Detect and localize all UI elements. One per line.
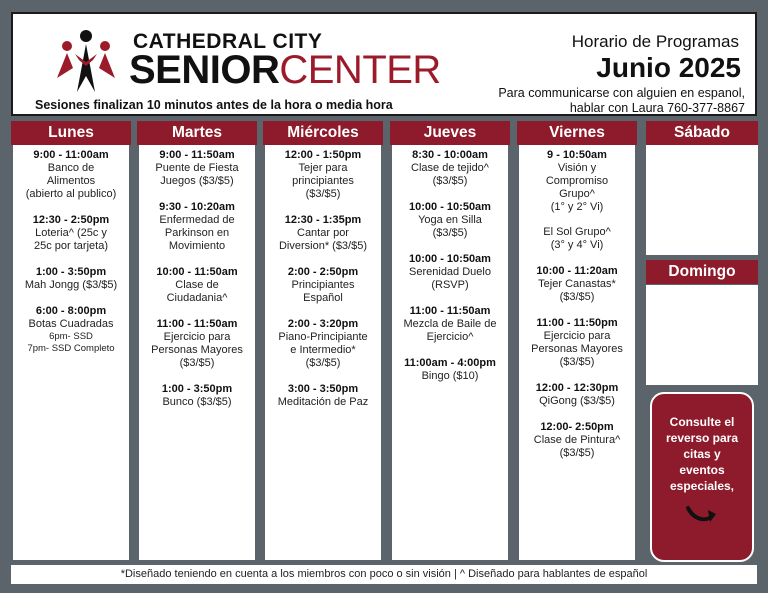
event-line: Enfermedad de	[159, 214, 235, 226]
event-line: El Sol Grupo^	[543, 226, 611, 238]
event-item	[392, 200, 508, 240]
event-line: Meditación de Paz	[277, 396, 369, 408]
event-line: Piano-Principiante	[278, 331, 368, 343]
day-body	[263, 145, 383, 562]
event-time: 9:00 - 11:50am	[159, 149, 235, 161]
event-subline: 6pm- SSD	[49, 331, 93, 342]
event-line: Ejercicio para	[163, 331, 231, 343]
event-item	[392, 304, 508, 344]
event-line: Movimiento	[168, 240, 226, 252]
footer-note: *Diseñado teniendo en cuenta a los miembros con poco o sin visión | ^ Diseñado para hablantes de español	[11, 565, 757, 584]
event-line: Ciudadania^	[166, 292, 228, 304]
event-item	[139, 265, 255, 305]
event-line: ($3/$5)	[432, 175, 468, 187]
event-time: 2:00 - 3:20pm	[287, 318, 359, 330]
event-line: Compromiso	[545, 175, 609, 187]
schedule-month: Junio 2025	[596, 52, 741, 83]
event-item	[265, 265, 381, 305]
event-item	[139, 317, 255, 370]
event-line: Visión y	[557, 162, 597, 174]
event-line: Tejer Canastas*	[538, 278, 616, 290]
event-time: 6:00 - 8:00pm	[35, 305, 107, 317]
promo-text	[652, 414, 752, 494]
day-body	[517, 145, 637, 562]
event-line: Personas Mayores	[531, 343, 623, 355]
event-item	[519, 226, 635, 252]
event-line: Grupo^	[559, 188, 595, 200]
event-line: Tejer para	[298, 162, 348, 174]
day-column-lunes	[11, 121, 131, 562]
event-line: ($3/$5)	[179, 357, 215, 369]
event-line: Ejercicio para	[543, 330, 611, 342]
event-item	[519, 381, 635, 408]
event-line: (3° y 4° Vi)	[550, 239, 604, 251]
event-time: 9 - 10:50am	[547, 149, 607, 161]
event-line: e Intermedio*	[290, 344, 356, 356]
event-subline: 7pm- SSD Completo	[27, 343, 115, 354]
event-line: Puente de Fiesta	[155, 162, 239, 174]
event-time: 12:00 - 1:50pm	[284, 149, 362, 161]
day-body-saturday	[646, 145, 758, 255]
event-item	[392, 252, 508, 292]
sessions-note: Sesiones finalizan 10 minutos antes de la hora o media hora	[35, 98, 393, 112]
event-line: Yoga en Silla	[418, 214, 482, 226]
event-time: 1:00 - 3:50pm	[35, 266, 107, 278]
event-line: Español	[303, 292, 343, 304]
event-line: Clase de	[175, 279, 219, 291]
event-time: 10:00 - 10:50am	[409, 253, 491, 265]
event-item	[392, 148, 508, 188]
promo-box	[650, 392, 754, 562]
event-time: 12:00- 2:50pm	[540, 421, 614, 433]
logo-figures-icon	[53, 28, 119, 98]
contact-line-1: Para communicarse con alguien en espanol,	[498, 86, 745, 100]
event-item	[139, 200, 255, 253]
event-item	[519, 148, 635, 214]
event-item	[13, 265, 129, 292]
day-header: Viernes	[517, 121, 637, 145]
day-column-viernes	[517, 121, 637, 562]
event-time: 9:00 - 11:00am	[33, 149, 109, 161]
day-body	[137, 145, 257, 562]
event-line: ($3/$5)	[432, 227, 468, 239]
logo-main-text	[129, 48, 441, 92]
event-line: Principiantes	[291, 279, 355, 291]
event-time: 12:00 - 12:30pm	[535, 382, 619, 394]
event-line: ($3/$5)	[559, 291, 595, 303]
event-line: ($3/$5)	[559, 356, 595, 368]
event-line: (1° y 2° Vi)	[550, 201, 604, 213]
event-line: QiGong ($3/$5)	[539, 395, 615, 407]
day-column-martes	[137, 121, 257, 562]
event-time: 12:30 - 2:50pm	[32, 214, 110, 226]
logo-city-text: CATHEDRAL CITY	[133, 30, 323, 53]
day-header: Lunes	[11, 121, 131, 145]
event-time: 1:00 - 3:50pm	[161, 383, 233, 395]
event-line: Juegos ($3/$5)	[160, 175, 234, 187]
event-line: principiantes	[292, 175, 354, 187]
logo-center: CENTER	[279, 48, 441, 92]
event-time: 8:30 - 10:00am	[412, 149, 488, 161]
schedule-title: Horario de Programas	[571, 32, 739, 51]
day-header-saturday: Sábado	[646, 121, 758, 145]
event-item	[392, 356, 508, 383]
event-line: (RSVP)	[431, 279, 469, 291]
event-line: Personas Mayores	[151, 344, 243, 356]
event-time: 10:00 - 11:50am	[156, 266, 238, 278]
event-line: Clase de tejido^	[411, 162, 489, 174]
event-time: 3:00 - 3:50pm	[287, 383, 359, 395]
event-line: Serenidad Duelo	[409, 266, 491, 278]
event-line: Mezcla de Baile de	[403, 318, 497, 330]
header	[11, 12, 757, 116]
promo-line: reverso para	[665, 431, 739, 445]
event-line: Banco de	[47, 162, 95, 174]
promo-line: especiales,	[669, 479, 735, 493]
event-item	[139, 382, 255, 409]
event-line: ($3/$5)	[305, 357, 341, 369]
event-item	[265, 317, 381, 370]
event-line: Mah Jongg ($3/$5)	[24, 279, 118, 291]
event-line: Bingo ($10)	[421, 370, 479, 382]
day-header: Jueves	[390, 121, 510, 145]
event-time: 2:00 - 2:50pm	[287, 266, 359, 278]
event-time: 12:30 - 1:35pm	[284, 214, 362, 226]
day-header-sunday: Domingo	[646, 260, 758, 284]
event-time: 11:00am - 4:00pm	[404, 357, 496, 369]
event-item	[13, 213, 129, 253]
event-item	[13, 148, 129, 201]
event-line: Diversion* ($3/$5)	[278, 240, 368, 252]
day-column-miércoles	[263, 121, 383, 562]
logo-senior: SENIOR	[129, 48, 280, 92]
event-line: 25c por tarjeta)	[34, 240, 108, 252]
event-line: Ejercicio^	[426, 331, 474, 343]
event-time: 11:00 - 11:50am	[156, 318, 238, 330]
day-header: Miércoles	[263, 121, 383, 145]
event-item	[265, 213, 381, 253]
event-line: (abierto al publico)	[25, 188, 117, 200]
event-time: 9:30 - 10:20am	[159, 201, 235, 213]
curved-arrow-icon	[652, 502, 752, 531]
promo-line: Consulte el	[669, 415, 735, 429]
event-line: Loteria^ (25c y	[35, 227, 107, 239]
event-line: ($3/$5)	[305, 188, 341, 200]
event-item	[519, 264, 635, 304]
event-line: Cantar por	[297, 227, 349, 239]
event-item	[13, 304, 129, 355]
event-time: 10:00 - 11:20am	[536, 265, 618, 277]
day-body	[11, 145, 131, 562]
event-line: Clase de Pintura^	[533, 434, 621, 446]
day-column-saturday	[646, 121, 758, 255]
event-item	[265, 148, 381, 201]
event-item	[265, 382, 381, 409]
event-line: ($3/$5)	[559, 447, 595, 459]
promo-line: citas y	[683, 447, 721, 461]
event-item	[519, 420, 635, 460]
event-line: Parkinson en	[164, 227, 230, 239]
contact-info	[498, 86, 745, 116]
day-body	[390, 145, 510, 562]
event-line: Botas Cuadradas	[28, 318, 114, 330]
promo-line: eventos	[679, 463, 725, 477]
event-time: 11:00 - 11:50pm	[536, 317, 618, 329]
contact-line-2: hablar con Laura 760-377-8867	[569, 101, 745, 115]
day-body-sunday	[646, 285, 758, 385]
event-time: 11:00 - 11:50am	[409, 305, 491, 317]
event-line: Alimentos	[46, 175, 96, 187]
event-item	[139, 148, 255, 188]
event-line: Bunco ($3/$5)	[162, 396, 232, 408]
day-column-jueves	[390, 121, 510, 562]
day-header: Martes	[137, 121, 257, 145]
event-item	[519, 316, 635, 369]
event-time: 10:00 - 10:50am	[409, 201, 491, 213]
